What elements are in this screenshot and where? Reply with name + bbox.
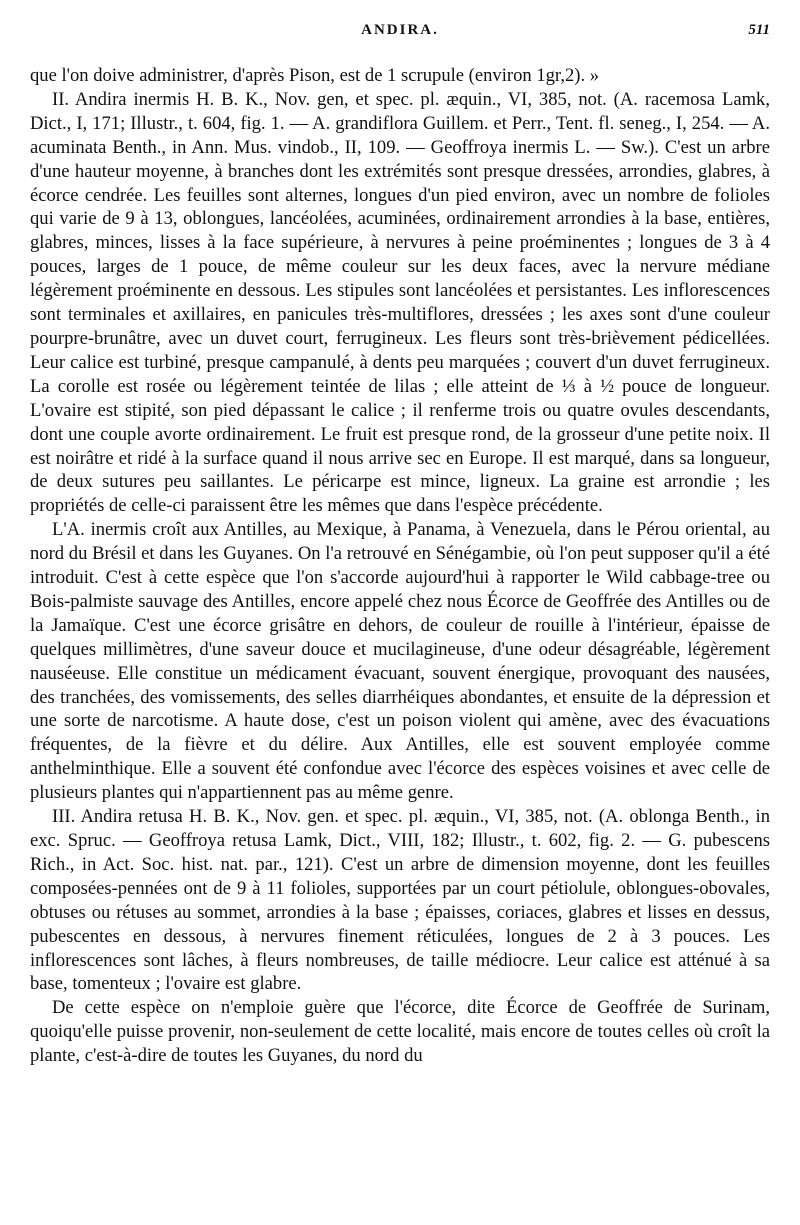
- paragraph: L'A. inermis croît aux Antilles, au Mexique, à Panama, à Venezuela, dans le Pérou oriental, au nord du Brésil et dans les Guyanes. On l'a retrouvé en Sénégambie, où l'on peut supposer qu'il a été introduit. C'est à cette espèce que l'on s'accorde aujourd'hui à rapporter le Wild cabbage-tree ou Bois-palmiste sauvage des Antilles, encore appelé chez nous Écorce de Geoffrée des Antilles ou de la Jamaïque. C'est une écorce grisâtre en dehors, de couleur de rouille à l'intérieur, épaisse de quelques millimètres, d'une saveur douce et mucilagineuse, d'une odeur désagréable, légèrement nauséeuse. Elle constitue un médicament évacuant, souvent énergique, provoquant des nausées, des tranchées, des vomissements, des selles diarrhéiques abondantes, et ensuite de la dépression et une sorte de narcotisme. A haute dose, c'est un poison violent qui amène, avec des évacuations fréquentes, de la fièvre et du délire. Aux Antilles, elle est souvent employée comme anthelminthique. Elle a souvent été confondue avec l'écorce des espèces voisines et avec celle de plusieurs plantes qui n'appartiennent pas au même genre.: [30, 519, 770, 804]
- paragraph: que l'on doive administrer, d'après Pison, est de 1 scrupule (environ 1gr,2). »: [30, 65, 600, 86]
- paragraph: De cette espèce on n'emploie guère que l'écorce, dite Écorce de Geoffrée de Surinam, quoiqu'elle puisse provenir, non-seulement de cette localité, mais encore de toutes celles où croît la plante, c'est-à-dire de toutes les Guyanes, du nord du: [30, 997, 770, 1067]
- book-page: [30, 0, 770, 1225]
- body-text: [30, 64, 770, 1068]
- page-number: 511: [748, 22, 770, 38]
- running-head: [30, 22, 770, 62]
- page-title: ANDIRA.: [361, 22, 439, 38]
- paragraph: III. Andira retusa H. B. K., Nov. gen. et spec. pl. æquin., VI, 385, not. (A. oblonga Benth., in exc. Spruc. — Geoffroya retusa Lamk, Dict., VIII, 182; Illustr., t. 602, fig. 2. — G. pubescens Rich., in Act. Soc. hist. nat. par., 121). C'est un arbre de dimension moyenne, dont les feuilles composées-pennées ont de 9 à 11 folioles, supportées par un court pétiolule, oblongues-obovales, obtuses ou rétuses au sommet, arrondies à la base ; épaisses, coriaces, glabres et lisses en dessus, pubescentes en dessous, à nervures finement réticulées, longues de 2 à 3 pouces. Les inflorescences sont lâches, à fleurs nombreuses, de taille médiocre. Leur calice est atténué à sa base, tomenteux ; l'ovaire est glabre.: [30, 806, 770, 995]
- paragraph: II. Andira inermis H. B. K., Nov. gen, et spec. pl. æquin., VI, 385, not. (A. racemosa Lamk, Dict., I, 171; Illustr., t. 604, fig. 1. — A. grandiflora Guillem. et Perr., Tent. fl. seneg., I, 254. — A. acuminata Benth., in Ann. Mus. vindob., II, 109. — Geoffroya inermis L. — Sw.). C'est un arbre d'une hauteur moyenne, à branches dont les extrémités sont presque dressées, arrondies, glabres, à écorce cendrée. Les feuilles sont alternes, longues d'un pied environ, avec un nombre de folioles qui varie de 9 à 13, oblongues, lancéolées, acuminées, ordinairement arrondies à la base, entières, glabres, minces, lisses à la face supérieure, à nervures à peine proéminentes ; longues de 3 à 4 pouces, larges de 1 pouce, de même couleur sur les deux faces, avec la nervure médiane légèrement proéminente en dessous. Les stipules sont lancéolées et persistantes. Les inflorescences sont terminales et axillaires, en panicules très-multiflores, dressées ; les axes sont d'une couleur pourpre-brunâtre, avec un duvet court, ferrugineux. Les fleurs sont très-brièvement pédicellées. Leur calice est turbiné, presque campanulé, à dents peu marquées ; couvert d'un duvet ferrugineux. La corolle est rosée ou légèrement teintée de lilas ; elle atteint de ⅓ à ½ pouce de longueur. L'ovaire est stipité, son pied dépassant le calice ; il renferme trois ou quatre ovules descendants, dont une couple avorte ordinairement. Le fruit est presque rond, de la grosseur d'une petite noix. Il est noirâtre et ridé à la surface quand il nous arrive sec en Europe. Il est marqué, dans sa longueur, de deux sutures peu saillantes. Le péricarpe est mince, ligneux. La graine est arrondie ; les propriétés de celle-ci paraissent être les mêmes que dans l'espèce précédente.: [30, 88, 770, 517]
